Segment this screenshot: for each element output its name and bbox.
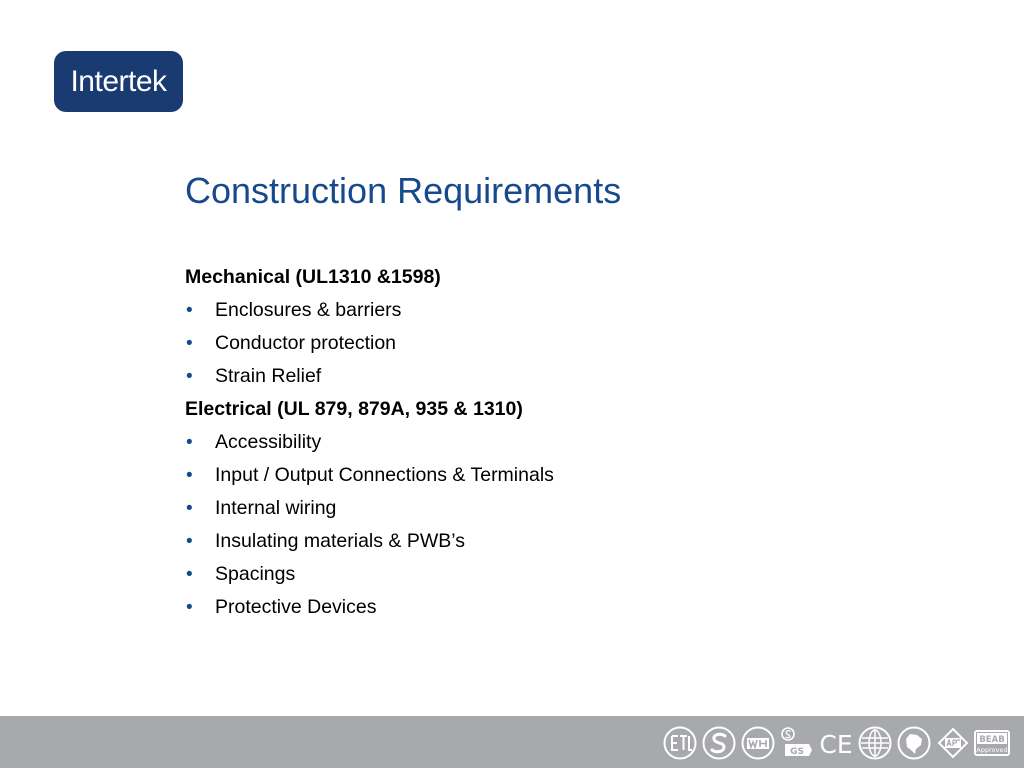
- bullet-list-electrical: [185, 428, 885, 626]
- list-item-text: Internal wiring: [215, 497, 337, 519]
- list-item-text: Accessibility: [215, 431, 322, 453]
- ce-mark-icon: [818, 725, 854, 761]
- etl-mark-icon: [662, 725, 698, 761]
- ce-mark-label: CE: [819, 730, 853, 759]
- bullet-icon: •: [186, 366, 193, 387]
- list-item: [185, 461, 885, 494]
- list-item-text: Strain Relief: [215, 365, 322, 387]
- list-item: [185, 329, 885, 362]
- bullet-icon: •: [186, 597, 193, 618]
- list-item-text: Input / Output Connections & Terminals: [215, 464, 554, 486]
- certification-marks: [662, 724, 1010, 762]
- aps-mark-icon: [935, 725, 971, 761]
- bullet-icon: •: [186, 531, 193, 552]
- list-item: [185, 296, 885, 329]
- list-item: [185, 527, 885, 560]
- list-item-text: Enclosures & barriers: [215, 299, 402, 321]
- globe-mark-icon: [857, 725, 893, 761]
- list-item: [185, 362, 885, 395]
- wh-mark-icon: [740, 725, 776, 761]
- bullet-icon: •: [186, 564, 193, 585]
- svg-text:GS: GS: [790, 747, 804, 757]
- list-item: [185, 494, 885, 527]
- beab-approved-icon: [974, 725, 1010, 761]
- s-mark-icon: [701, 725, 737, 761]
- logo-text: Intertek: [70, 64, 167, 98]
- slide-title: Construction Requirements: [185, 170, 622, 211]
- list-item-text: Spacings: [215, 563, 296, 585]
- approved-label: Approved: [976, 746, 1008, 754]
- list-item-text: Protective Devices: [215, 596, 377, 618]
- bullet-icon: •: [186, 300, 193, 321]
- list-item: [185, 428, 885, 461]
- bullet-icon: •: [186, 333, 193, 354]
- bullet-icon: •: [186, 465, 193, 486]
- bullet-list-mechanical: [185, 296, 885, 395]
- bullet-icon: •: [186, 498, 193, 519]
- list-item: [185, 560, 885, 593]
- section-heading-mechanical: Mechanical (UL1310 &1598): [185, 266, 441, 288]
- list-item-text: Insulating materials & PWB’s: [215, 530, 465, 552]
- bullet-icon: •: [186, 432, 193, 453]
- gs-mark-icon: [779, 725, 815, 761]
- list-item: [185, 593, 885, 626]
- section-heading-electrical: Electrical (UL 879, 879A, 935 & 1310): [185, 398, 523, 420]
- map-mark-icon: [896, 725, 932, 761]
- intertek-logo: [54, 51, 183, 112]
- slide-content: [185, 263, 885, 626]
- list-item-text: Conductor protection: [215, 332, 397, 354]
- beab-label: BEAB: [979, 735, 1005, 745]
